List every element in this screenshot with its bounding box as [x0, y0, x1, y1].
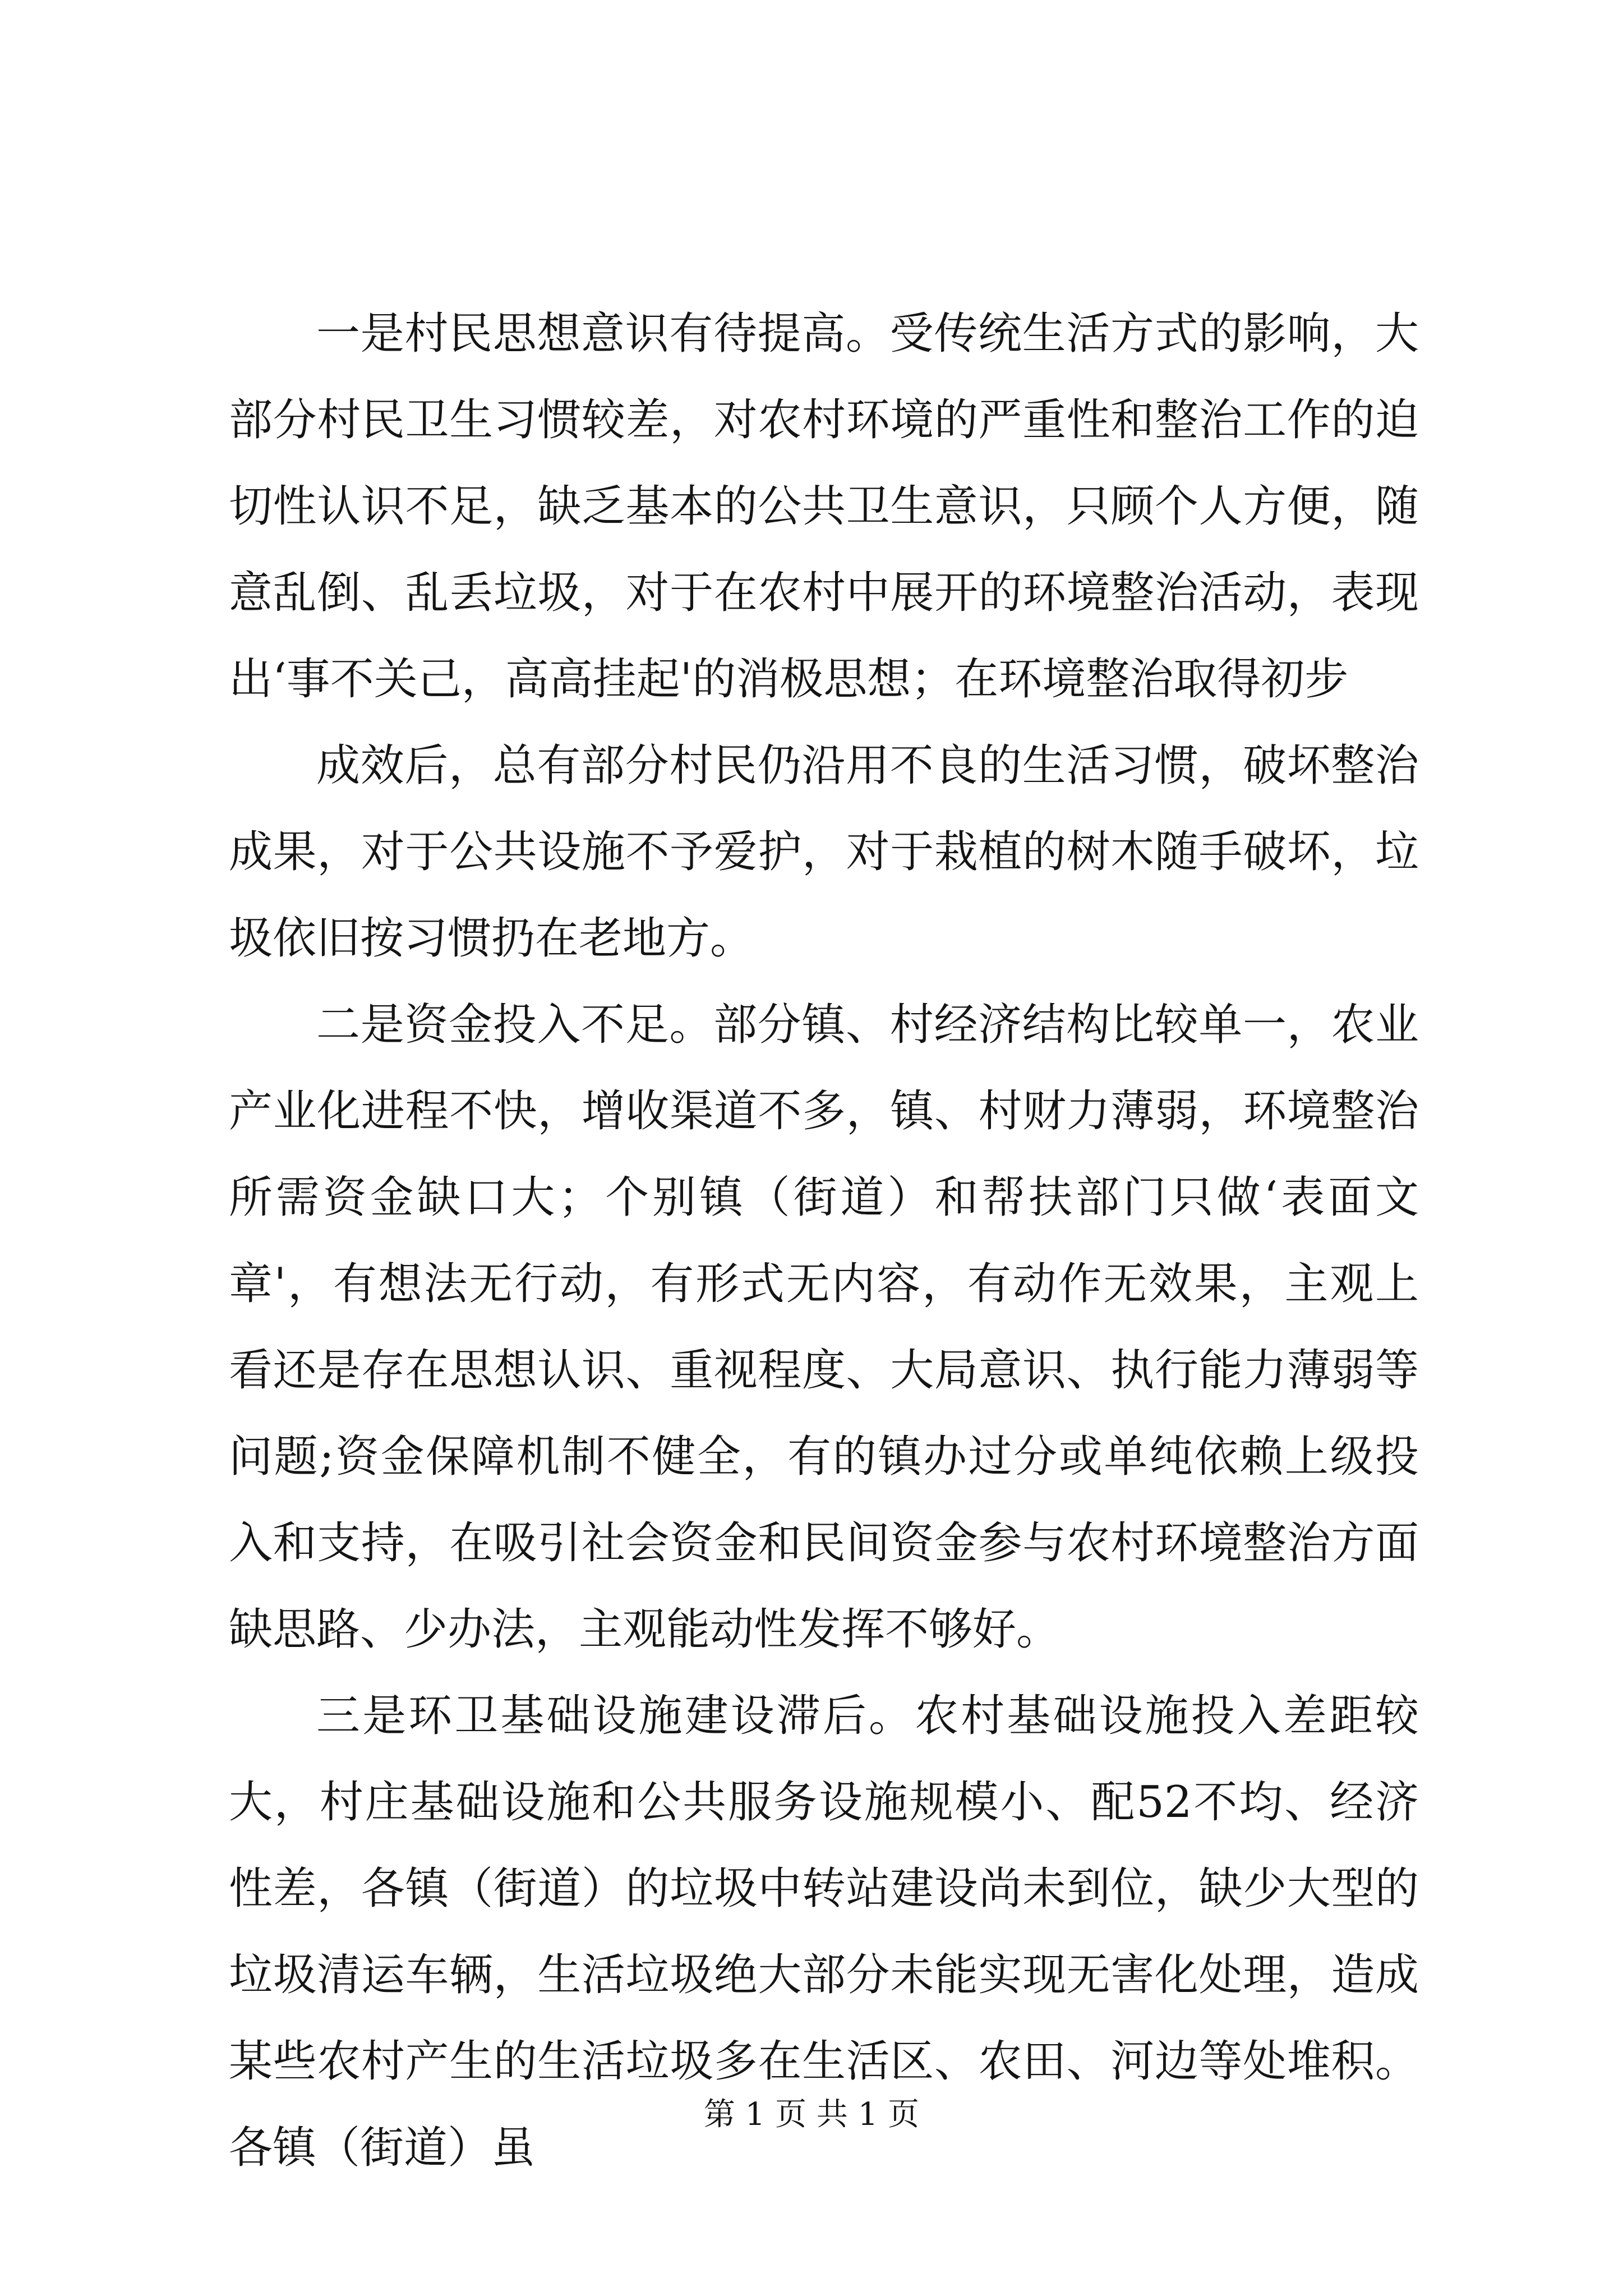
paragraph-awareness: 一是村民思想意识有待提高。受传统生活方式的影响，大部分村民卫生习惯较差，对农村环境的严重性和整治工作的迫切性认识不足，缺乏基本的公共卫生意识，只顾个人方便，随意乱倒、乱丢垃圾，对于在农村中展开的环境整治活动，表现出‘事不关己，高高挂起'的消极思想；在环境整治取得初步 — [229, 309, 1419, 705]
paragraph-infrastructure: 三是环卫基础设施建设滞后。农村基础设施投入差距较大，村庄基础设施和公共服务设施规模小、配52不均、经济性差，各镇（街道）的垃圾中转站建设尚未到位，缺少大型的垃圾清运车辆，生活垃圾绝大部分未能实现无害化处理，造成某些农村产生的生活垃圾多在生活区、农田、河边等处堆积。各镇（街道）虽 — [229, 1691, 1419, 2173]
paragraph-funding: 二是资金投入不足。部分镇、村经济结构比较单一，农业产业化进程不快，增收渠道不多，镇、村财力薄弱，环境整治所需资金缺口大；个别镇（街道）和帮扶部门只做‘表面文章'，有想法无行动，有形式无内容，有动作无效果，主观上看还是存在思想认识、重视程度、大局意识、执行能力薄弱等问题;资金保障机制不健全，有的镇办过分或单纯依赖上级投入和支持，在吸引社会资金和民间资金参与农村环境整治方面缺思路、少办法，主观能动性发挥不够好。 — [229, 1000, 1419, 1655]
page-footer: 第 1 页 共 1 页 — [703, 2096, 920, 2133]
paragraph-awareness-continued: 成效后，总有部分村民仍沿用不良的生活习惯，破坏整治成果，对于公共设施不予爱护，对于栽植的树木随手破坏，垃圾依旧按习惯扔在老地方。 — [229, 740, 1419, 964]
document-body — [229, 291, 1419, 2191]
